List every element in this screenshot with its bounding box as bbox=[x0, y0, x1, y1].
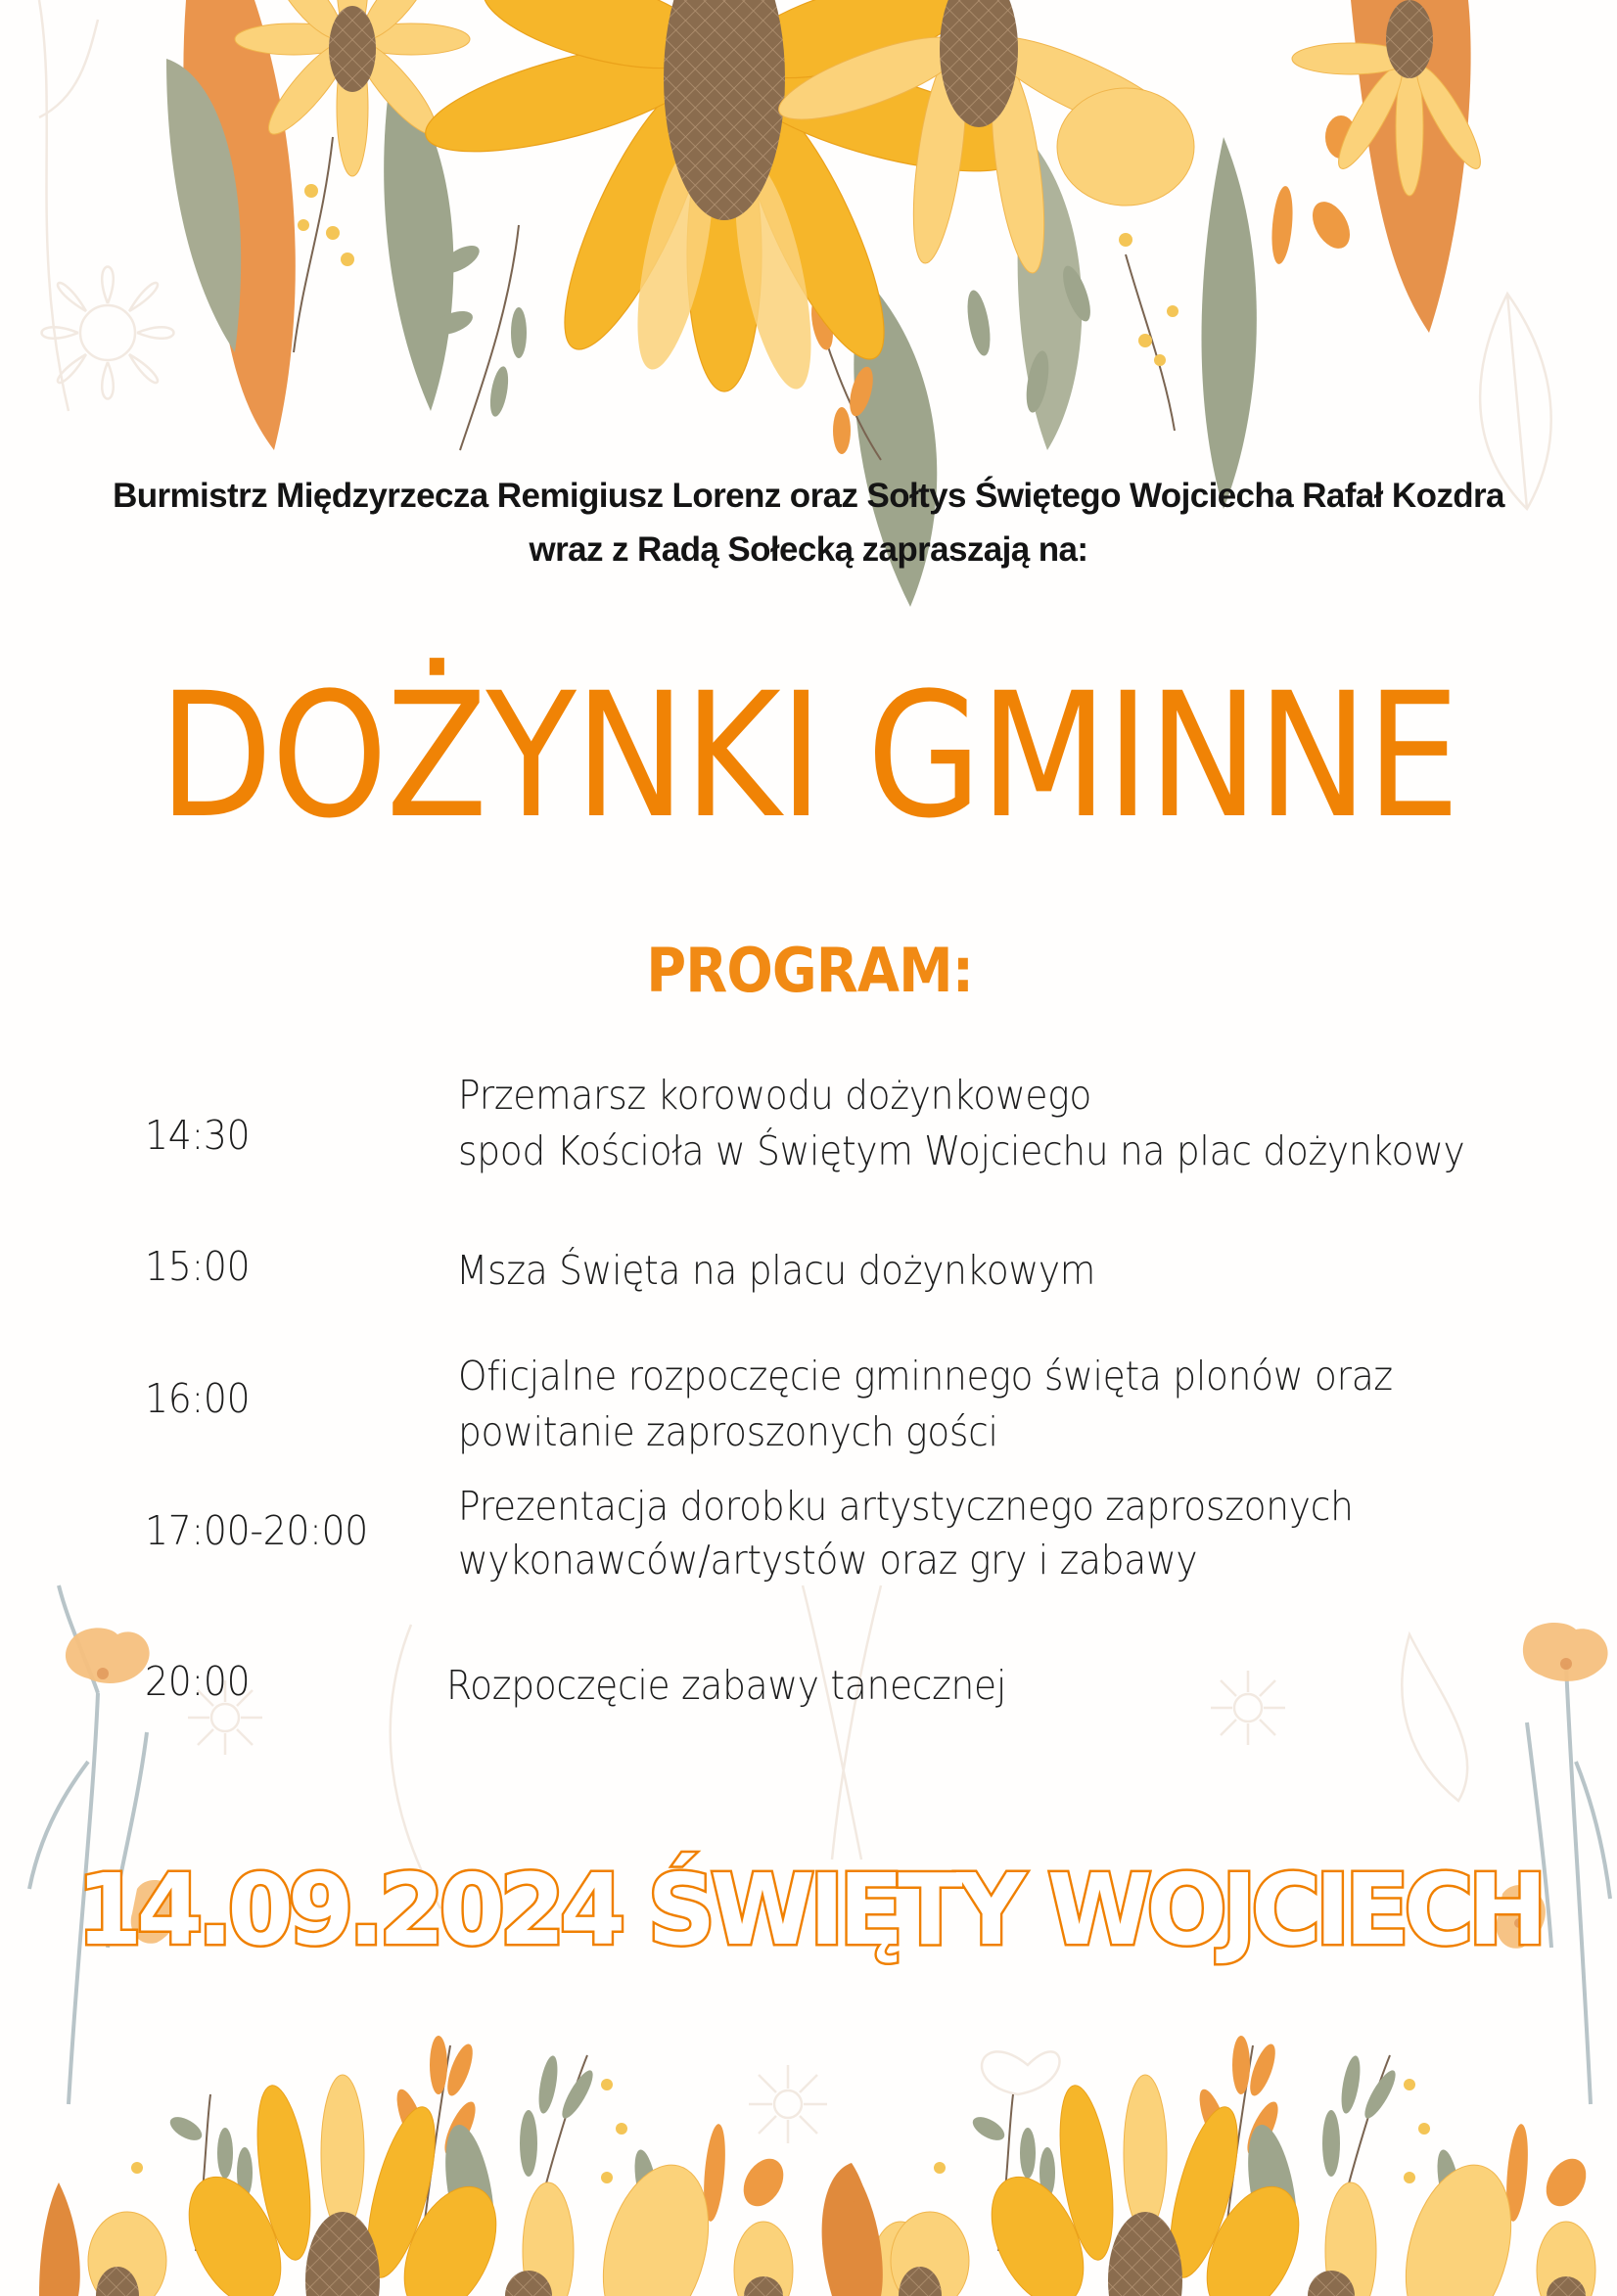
schedule-description: Msza Święta na placu dożynkowym bbox=[456, 1247, 1096, 1294]
invitation-line-2: wraz z Radą Sołecką zapraszają na: bbox=[529, 530, 1088, 569]
schedule-time: 17:00-20:00 bbox=[145, 1507, 368, 1554]
schedule-time: 16:00 bbox=[145, 1375, 251, 1422]
schedule-description: Przemarsz korowodu dożynkowego bbox=[458, 1072, 1092, 1119]
schedule-time: 14:30 bbox=[145, 1112, 251, 1159]
schedule-description: powitanie zaproszonych gości bbox=[458, 1408, 998, 1455]
event-title: DOŻYNKI GMINNE bbox=[159, 656, 1458, 856]
schedule-time: 15:00 bbox=[145, 1243, 251, 1290]
schedule-description: Oficjalne rozpoczęcie gminnego święta plonów oraz bbox=[458, 1353, 1393, 1400]
schedule-description: Prezentacja dorobku artystycznego zaproszonych bbox=[458, 1483, 1354, 1530]
schedule-description: wykonawców/artystów oraz gry i zabawy bbox=[458, 1537, 1198, 1584]
sunflower-border-icon bbox=[39, 2036, 1617, 2296]
program-heading: PROGRAM: bbox=[646, 935, 974, 1006]
schedule-time: 20:00 bbox=[145, 1658, 251, 1705]
schedule-description: spod Kościoła w Świętym Wojciechu na plac dożynkowy bbox=[458, 1127, 1465, 1174]
schedule-description: Rozpoczęcie zabawy tanecznej bbox=[446, 1662, 1007, 1709]
event-date-place: 14.09.2024 ŚWIĘTY WOJCIECH bbox=[76, 1853, 1542, 1967]
invitation-line-1: Burmistrz Międzyrzecza Remigiusz Lorenz oraz Sołtys Świętego Wojciecha Rafał Kozdra bbox=[113, 477, 1504, 515]
